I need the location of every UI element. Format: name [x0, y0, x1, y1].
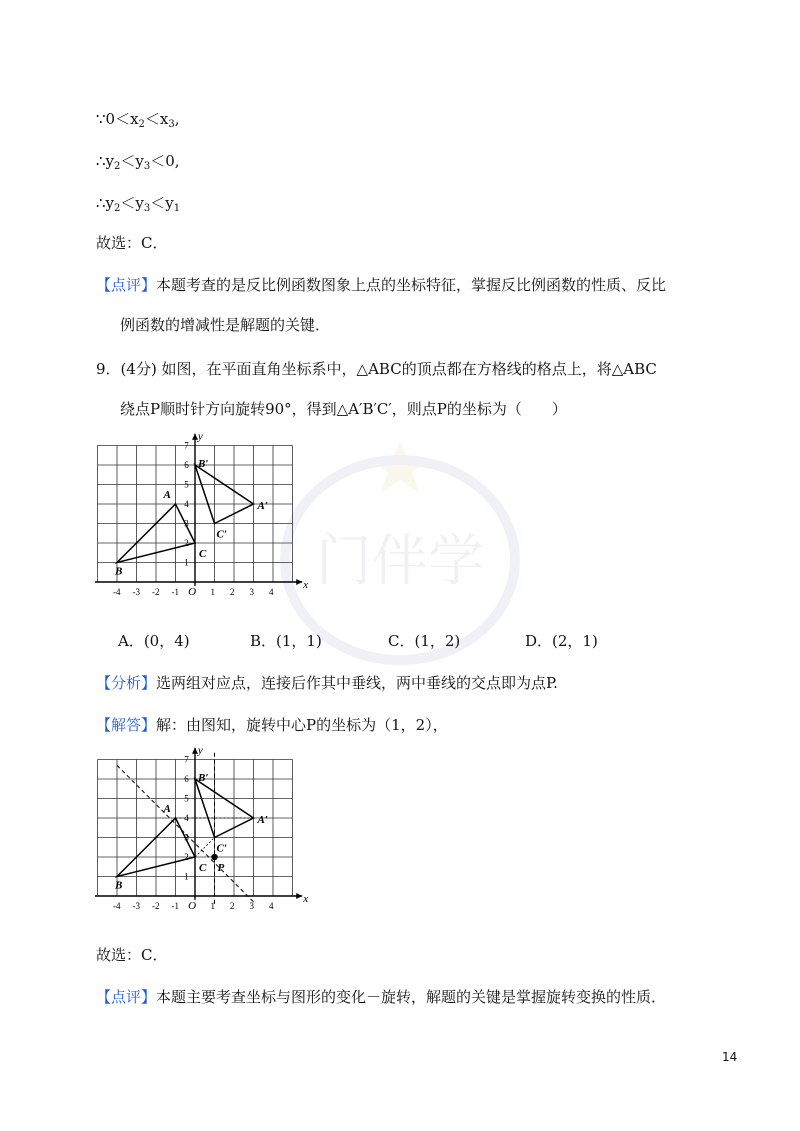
choose-answer-1: 故选：C． [96, 234, 168, 252]
y-axis-label: y [197, 430, 203, 443]
choice-b: B．(1，1) [250, 632, 322, 650]
x-tick-label: O [188, 586, 197, 598]
x-tick-label: -2 [152, 587, 160, 597]
y-tick-label: 4 [184, 499, 189, 509]
point-c-label: C [199, 548, 207, 560]
point-b-label: B [115, 565, 123, 578]
point-b1-label: B′ [198, 458, 209, 470]
y-tick-label: 1 [184, 557, 189, 568]
point-c1-label: C′ [216, 528, 227, 541]
x-tick-label: 1 [210, 587, 215, 597]
comment-tag: 【点评】 [96, 988, 157, 1006]
x-tick-label: -4 [113, 901, 121, 911]
page-number: 14 [722, 1050, 738, 1064]
comment-1-cont: 例函数的增减性是解题的关键． [120, 316, 331, 334]
y-tick-label: 3 [184, 832, 189, 843]
x-axis-arrow [296, 893, 302, 899]
x-tick-label: -2 [152, 901, 160, 911]
comment-2: 【点评】本题主要考查坐标与图形的变化－旋转，解题的关键是掌握旋转变换的性质． [96, 988, 667, 1006]
choice-a: A．(0，4) [118, 632, 190, 650]
point-c1-label: C′ [216, 842, 227, 855]
choice-d: D．(2，1) [525, 632, 598, 650]
x-tick-label: 4 [269, 587, 274, 597]
y-axis-label: y [197, 744, 203, 757]
y-tick-label: 2 [184, 538, 189, 548]
x-tick-label: -3 [132, 901, 140, 911]
comment-1: 【点评】本题考查的是反比例函数图象上点的坐标特征，掌握反比例函数的性质、反比 [96, 276, 667, 294]
x-tick-label: 2 [230, 901, 235, 911]
x-tick-label: -1 [171, 587, 179, 597]
point-a1-label: A′ [257, 500, 268, 512]
segment-cc1 [195, 838, 215, 858]
y-tick-label: 1 [184, 871, 189, 882]
x-tick-label: -4 [113, 587, 121, 597]
line-y-order-2: $\therefore y_2<y_3<y_1$ [96, 194, 181, 214]
choice-c: C．(1，2) [388, 632, 461, 650]
point-a-label: A [163, 803, 171, 815]
x-axis-label: x [303, 578, 309, 591]
y-tick-label: 7 [184, 754, 189, 765]
y-tick-label: 2 [184, 852, 189, 862]
x-axis-label: x [303, 892, 309, 905]
comment-tag: 【点评】 [96, 276, 157, 294]
x-axis-arrow [296, 579, 302, 585]
question-9: 9．(4分) 如图，在平面直角坐标系中，△ABC的顶点都在方格线的格点上，将△ABC [96, 360, 657, 378]
x-tick-label: 3 [249, 587, 254, 597]
x-tick-label: -1 [171, 901, 179, 911]
analysis: 【分析】选两组对应点，连接后作其中垂线，两中垂线的交点即为点P. [96, 674, 558, 692]
y-tick-label: 6 [184, 460, 189, 470]
point-b1-label: B′ [198, 772, 209, 784]
watermark-text: 门伴学 [316, 531, 484, 593]
answer-figure [95, 744, 315, 924]
x-tick-label: 4 [269, 901, 274, 911]
question-9-cont: 绕点P顺时针方向旋转90°，得到△A′B′C′，则点P的坐标为（ ） [120, 400, 567, 418]
x-tick-label: 2 [230, 587, 235, 597]
triangle-a1b1c1 [195, 465, 254, 524]
x-tick-label: 3 [249, 901, 254, 911]
point-p-label: P [217, 862, 225, 874]
y-tick-label: 3 [184, 518, 189, 529]
question-figure [95, 430, 315, 610]
x-tick-label: 1 [210, 901, 215, 911]
y-tick-label: 5 [184, 793, 189, 804]
point-a1-label: A′ [257, 814, 268, 826]
y-tick-label: 5 [184, 479, 189, 490]
line-x-order: $\because 0<x_2<x_3$, [96, 110, 180, 130]
x-tick-label: -3 [132, 587, 140, 597]
x-tick-label: O [188, 900, 197, 912]
point-b-label: B [115, 879, 123, 892]
y-tick-label: 6 [184, 774, 189, 784]
point-c-label: C [199, 862, 207, 874]
choose-answer-2: 故选：C． [96, 946, 168, 964]
answer: 【解答】解：由图知，旋转中心P的坐标为（1，2）， [96, 716, 448, 734]
point-a-label: A [163, 489, 171, 501]
triangle-a1b1c1 [195, 779, 254, 838]
line-y-order-1: $\therefore y_2<y_3<0$, [96, 152, 180, 172]
y-tick-label: 4 [184, 813, 189, 823]
analysis-tag: 【分析】 [96, 674, 157, 692]
y-tick-label: 7 [184, 440, 189, 451]
point-p [211, 854, 217, 860]
answer-tag: 【解答】 [96, 716, 157, 734]
